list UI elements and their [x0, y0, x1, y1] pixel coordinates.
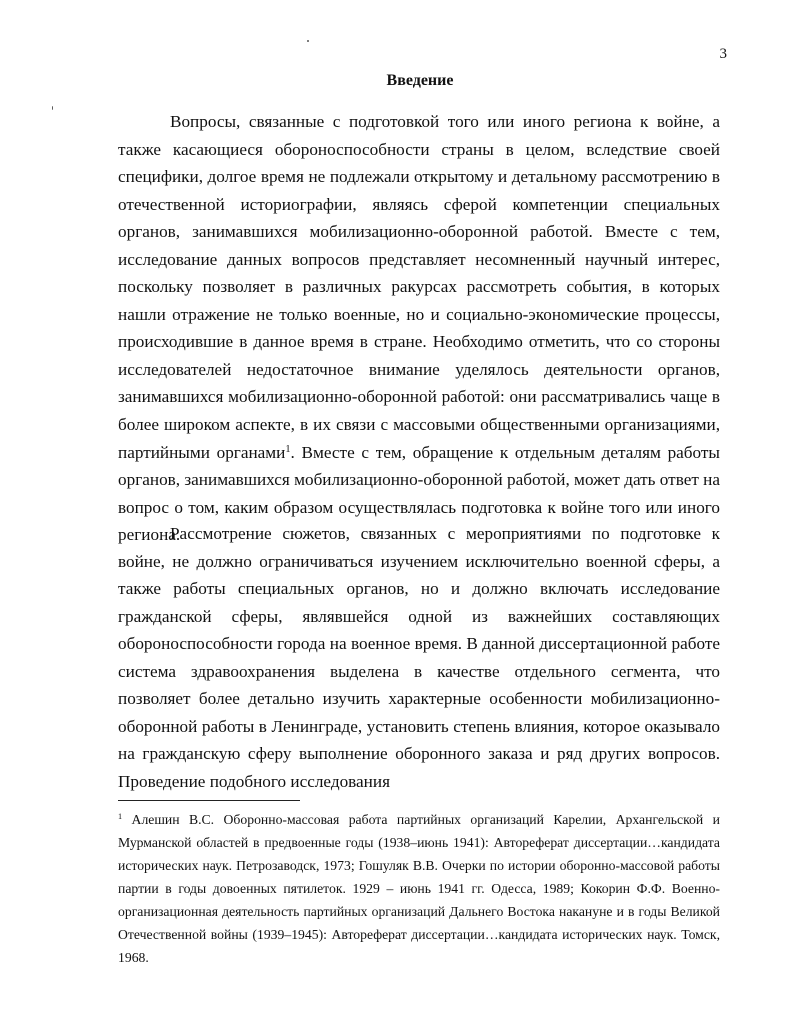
- body-paragraph-2: Рассмотрение сюжетов, связанных с мероприятиями по подготовке к войне, не должно ограничиваться изучением исключительно военной сферы, а также работы специальных органов, но и должно включать исследование гражданской сферы, являвшейся одной из важнейших составляющих обороноспособности города на военное время. В данной диссертационной работе система здравоохранения выделена в качестве отдельного сегмента, что позволяет более детально изучить характерные особенности мобилизационно-оборонной работы в Ленинграде, установить степень влияния, которое оказывало на гражданскую сферу выполнение оборонного заказа и ряд других вопросов. Проведение подобного исследования: [118, 524, 720, 791]
- footnote-divider: [118, 800, 300, 801]
- paragraph-1-text-b: . Вместе с тем, обращение к отдельным деталям работы органов, занимавшихся мобилизационно-оборонной работой, может дать ответ на вопрос о том, каким образом осуществлялась подготовка к войне того или иного региона.: [118, 442, 720, 545]
- scan-speck: [307, 40, 309, 42]
- footnote: [118, 808, 720, 969]
- footnote-mark: 1: [118, 812, 123, 822]
- section-title: Введение: [386, 72, 454, 89]
- paragraph-1-text-a: Вопросы, связанные с подготовкой того или иного региона к войне, а также касающиеся обороноспособности страны в целом, вследствие своей специфики, долгое время не подлежали открытому и детальному рассмотрению в отечественной историографии, являясь сферой компетенции специальных органов, занимавшихся мобилизационно-оборонной работой. Вместе с тем, исследование данных вопросов представляет несомненный научный интерес, поскольку позволяет в различных ракурсах рассмотреть события, в которых нашли отражение не только военные, но и социально-экономические процессы, происходившие в данное время в стране. Необходимо отметить, что со стороны исследователей недостаточное внимание уделялось деятельности органов, занимавшихся мобилизационно-оборонной работой: они рассматривались чаще в более широком аспекте, в их связи с массовыми общественными организациями, партийными органами: [118, 112, 720, 462]
- scan-speck: [52, 106, 53, 110]
- page-number: 3: [719, 46, 727, 62]
- footnote-text: Алешин В.С. Оборонно-массовая работа партийных организаций Карелии, Архангельской и Мурманской областей в предвоенные годы (1938–июнь 1941): Автореферат диссертации…кандидата исторических наук. Петрозаводск, 1973; Гошуляк В.В. Очерки по истории оборонно-массовой работы партии в годы довоенных пятилеток. 1929 – июнь 1941 гг. Одесса, 1989; Кокорин Ф.Ф. Военно-организационная деятельность партийных организаций Дальнего Востока накануне и в годы Великой Отечественной войны (1939–1945): Автореферат диссертации…кандидата исторических наук. Томск, 1968.: [118, 812, 720, 965]
- footnote-reference[interactable]: 1: [285, 443, 291, 455]
- body-paragraph-1: [118, 108, 720, 549]
